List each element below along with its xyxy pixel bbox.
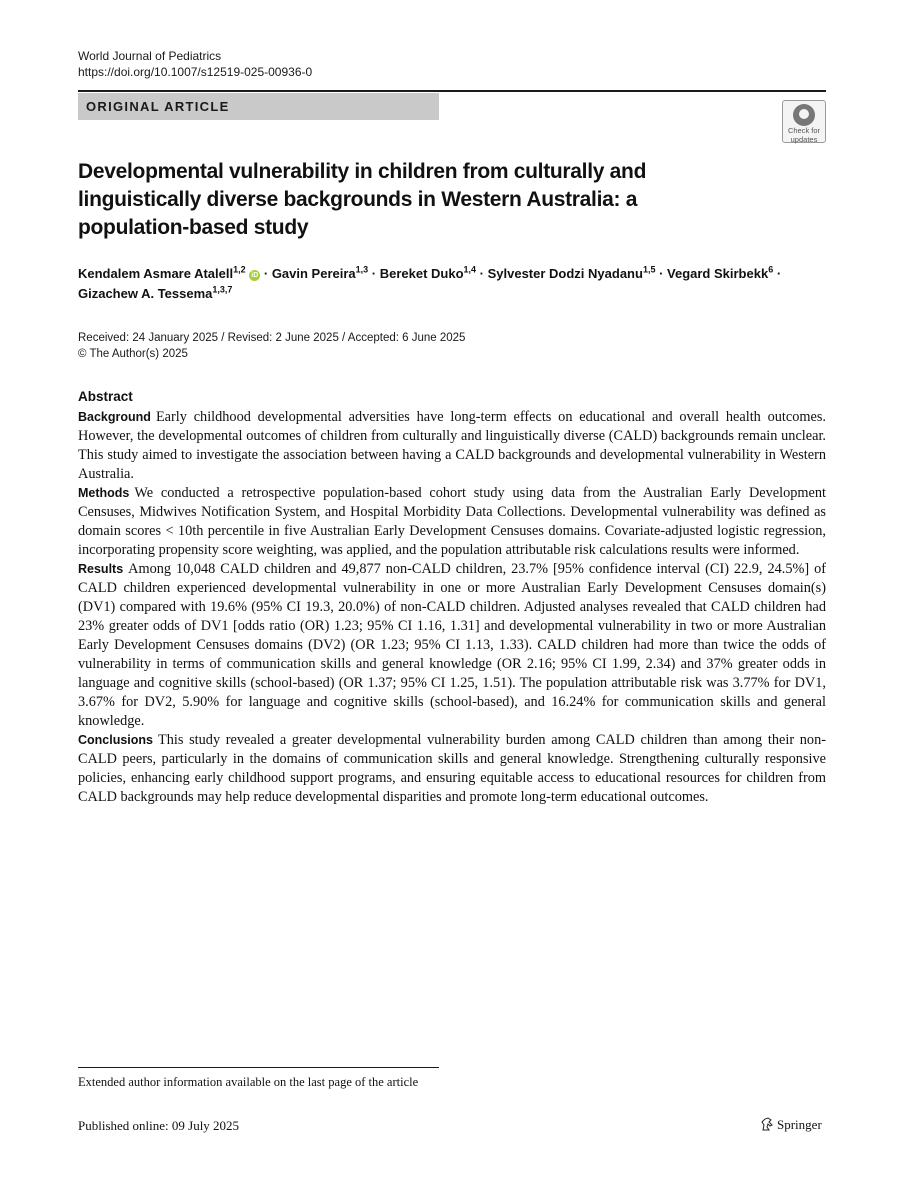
article-title: Developmental vulnerability in children from culturally and linguistically diverse backgrounds in Western Australia: a population-based study xyxy=(78,160,647,239)
check-updates-label-1: Check for xyxy=(787,126,821,135)
orcid-icon[interactable]: iD xyxy=(251,272,259,279)
author-affiliation: 1,3,7 xyxy=(212,284,233,295)
abstract-results xyxy=(78,560,826,731)
journal-name: World Journal of Pediatrics xyxy=(78,49,222,63)
abstract-methods xyxy=(78,484,826,560)
check-for-updates-button[interactable] xyxy=(782,100,826,143)
author-separator: · xyxy=(260,266,272,281)
author-affiliation: 1,3 xyxy=(355,264,369,275)
footnote: Extended author information available on the last page of the article xyxy=(78,1075,419,1089)
article-type-banner: ORIGINAL ARTICLE xyxy=(78,93,439,120)
header-rule xyxy=(78,90,826,92)
section-text-background: Early childhood developmental adversities have long-term effects on educational and overall health outcomes. However, the developmental outcomes of children from culturally and linguistically diverse (CALD) backgrounds remain unclear. This study aimed to investigate the association between having a CALD backgrounds and developmental vulnerability in Western Australia. xyxy=(78,409,826,482)
author-affiliation: 1,5 xyxy=(642,264,656,275)
author-name[interactable]: Bereket Duko xyxy=(379,266,464,281)
abstract-conclusions xyxy=(78,731,826,807)
check-updates-label-2: updates xyxy=(790,135,818,144)
publisher-logo[interactable] xyxy=(760,1116,822,1134)
author-affiliation: 6 xyxy=(768,264,774,275)
author-name[interactable]: Gavin Pereira xyxy=(271,266,356,281)
author-name[interactable]: Vegard Skirbekk xyxy=(667,266,769,281)
article-dates xyxy=(78,330,465,362)
footnote-rule xyxy=(78,1067,439,1068)
doi-link[interactable]: https://doi.org/10.1007/s12519-025-00936-0 xyxy=(78,65,313,79)
section-label-background: Background xyxy=(78,410,151,424)
abstract xyxy=(78,388,826,807)
section-label-methods: Methods xyxy=(78,486,130,500)
author-separator: · xyxy=(368,266,380,281)
history-dates: Received: 24 January 2025 / Revised: 2 June 2025 / Accepted: 6 June 2025 xyxy=(78,332,466,344)
section-text-conclusions: This study revealed a greater developmental vulnerability burden among CALD children than among their non-CALD peers, particularly in the domains of communication skills and general knowledge. Strengthening culturally responsive policies, enhancing early childhood support programs, and ensuring equitable access to educational resources for children from CALD backgrounds may help reduce developmental disparities and promote long-term educational outcomes. xyxy=(78,732,826,805)
author-separator: · xyxy=(655,266,668,281)
author-affiliation: 1,2 xyxy=(233,264,246,275)
author-list xyxy=(78,264,838,304)
section-text-results: Among 10,048 CALD children and 49,877 non-CALD children, 23.7% [95% confidence interval (CI) 22.9, 24.5%] of CALD children experienced developmental vulnerability in one or more Australian Early Development Censuses domain(s) (DV1) compared with 19.6% (95% CI 19.3, 20.0%) of non-CALD children. Adjusted analyses revealed that CALD children had 23% greater odds of DV1 [odds ratio (OR) 1.23; 95% CI 1.16, 1.31] and developmental vulnerability in two or more Australian Early Development Censuses domains (DV2) (OR 1.23; 95% CI 1.13, 1.33). CALD children had more than twice the odds of vulnerability in terms of communication skills and general knowledge (OR 2.16; 95% CI 1.99, 2.34) and 37% greater odds in language and cognitive skills (school-based) (OR 1.37; 95% CI 1.25, 1.51). The population attributable risk was 3.77% for DV1, 3.67% for DV2, 5.90% for language and cognitive skills (school-based), and 16.24% for communication skills and general knowledge. xyxy=(78,561,826,729)
author-affiliation: 1,4 xyxy=(463,264,477,275)
section-label-results: Results xyxy=(78,562,124,576)
section-text-methods: We conducted a retrospective population-based cohort study using data from the Australian Early Development Censuses, Midwives Notification System, and Hospital Morbidity Data Collections. Developmental vulnerability was defined as domain scores < 10th percentile in five Australian Early Development Censuses domains. Covariate-adjusted logistic regression, incorporating propensity score weighting, was applied, and the population attributable risk calculations results were informed. xyxy=(78,485,826,558)
journal-header xyxy=(78,48,312,80)
author-name[interactable]: Sylvester Dodzi Nyadanu xyxy=(487,266,643,281)
crossmark-icon xyxy=(793,104,815,126)
author-name[interactable]: Kendalem Asmare Atalell xyxy=(78,266,234,281)
author-name[interactable]: Gizachew A. Tessema xyxy=(78,286,213,301)
author-separator: · xyxy=(773,266,782,281)
publisher-name: Springer xyxy=(777,1117,822,1132)
copyright-line: © The Author(s) 2025 xyxy=(78,348,188,360)
abstract-heading: Abstract xyxy=(78,389,133,404)
abstract-background xyxy=(78,408,826,484)
section-label-conclusions: Conclusions xyxy=(78,733,154,747)
published-date: Published online: 09 July 2025 xyxy=(78,1118,240,1133)
author-separator: · xyxy=(476,266,488,281)
springer-horse-icon xyxy=(760,1117,774,1131)
